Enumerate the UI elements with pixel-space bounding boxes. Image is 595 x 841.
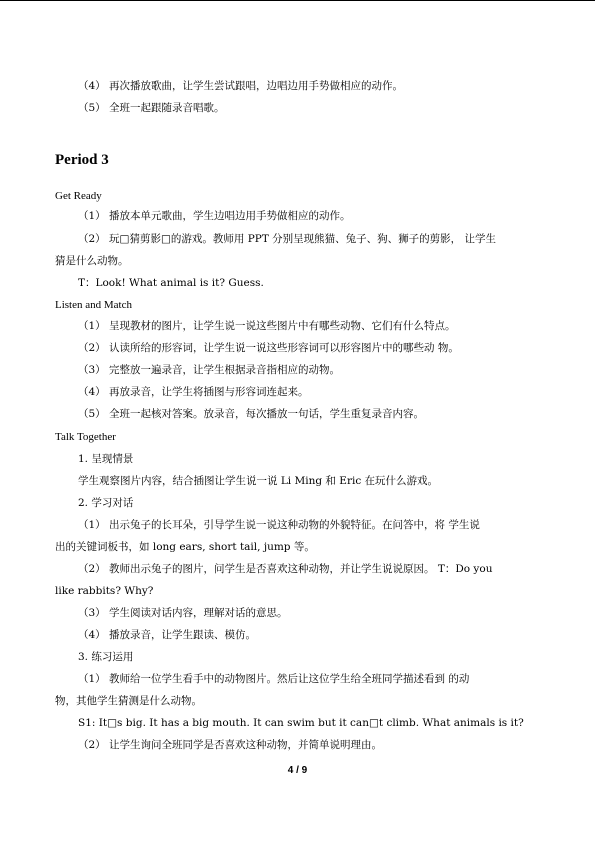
talk-together-line: 物，其他学生猜测是什么动物。 bbox=[55, 695, 202, 707]
talk-together-line: 3. 练习运用 bbox=[78, 651, 134, 663]
top-border-line bbox=[0, 0, 595, 1]
listen-match-line: （2） 认读所给的形容词，让学生说一说这些形容词可以形容图片中的哪些动 物。 bbox=[78, 342, 459, 354]
page-number: 4 / 9 bbox=[287, 765, 308, 776]
talk-together-line: 1. 呈现情景 bbox=[78, 453, 134, 465]
talk-together-line: 2. 学习对话 bbox=[78, 497, 134, 509]
period-heading: Period 3 bbox=[55, 152, 109, 168]
section-title-talk-together: Talk Together bbox=[55, 431, 116, 443]
get-ready-line: 猜是什么动物。 bbox=[55, 255, 129, 267]
talk-together-line: （2） 让学生询问全班同学是否喜欢这种动物，并简单说明理由。 bbox=[78, 739, 383, 751]
talk-together-line: 学生观察图片内容，结合插图让学生说一说 Li Ming 和 Eric 在玩什么游戏。 bbox=[78, 475, 439, 487]
talk-together-line: （2） 教师出示兔子的图片，问学生是否喜欢这种动物，并让学生说说原因。 T：Do you bbox=[78, 563, 493, 575]
listen-match-line: （4） 再放录音，让学生将插图与形容词连起来。 bbox=[78, 386, 309, 398]
top-item: （4） 再次播放歌曲，让学生尝试跟唱，边唱边用手势做相应的动作。 bbox=[78, 80, 404, 92]
talk-together-line: （1） 教师给一位学生看手中的动物图片。然后让这位学生给全班同学描述看到 的动 bbox=[78, 673, 470, 685]
listen-match-line: （3） 完整放一遍录音，让学生根据录音指相应的动物。 bbox=[78, 364, 341, 376]
get-ready-line: T：Look! What animal is it? Guess. bbox=[78, 277, 264, 289]
talk-together-line: （3） 学生阅读对话内容，理解对话的意思。 bbox=[78, 607, 288, 619]
section-title-listen-match: Listen and Match bbox=[55, 299, 132, 311]
listen-match-line: （5） 全班一起核对答案。放录音，每次播放一句话，学生重复录音内容。 bbox=[78, 408, 425, 420]
talk-together-line: （1） 出示兔子的长耳朵，引导学生说一说这种动物的外貌特征。在问答中，将 学生说 bbox=[78, 519, 480, 531]
talk-together-line: （4） 播放录音，让学生跟读、模仿。 bbox=[78, 629, 257, 641]
listen-match-line: （1） 呈现教材的图片，让学生说一说这些图片中有哪些动物、它们有什么特点。 bbox=[78, 320, 456, 332]
talk-together-line: like rabbits? Why? bbox=[55, 585, 154, 597]
talk-together-line: 出的关键词板书，如 long ears, short tail, jump 等。 bbox=[55, 541, 315, 553]
section-title-get-ready: Get Ready bbox=[55, 190, 102, 202]
get-ready-line: （1） 播放本单元歌曲，学生边唱边用手势做相应的动作。 bbox=[78, 210, 351, 222]
get-ready-line: （2） 玩□猜剪影□的游戏。教师用 PPT 分别呈现熊猫、兔子、狗、狮子的剪影， 让学生 bbox=[78, 233, 497, 245]
talk-together-line: S1: It□s big. It has a big mouth. It can swim but it can□t climb. What animals is it? bbox=[78, 717, 524, 729]
top-item: （5） 全班一起跟随录音唱歌。 bbox=[78, 102, 225, 114]
